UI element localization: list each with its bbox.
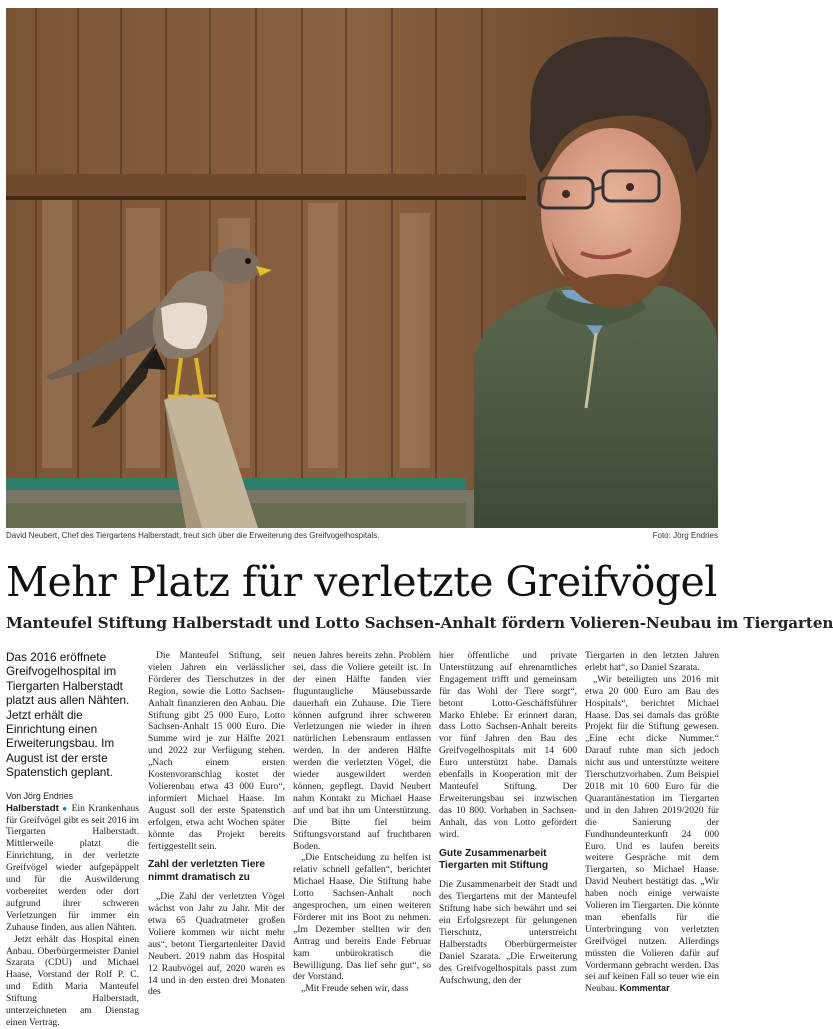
section-subhead: Gute Zusammenarbeit Tiergarten mit Stiftung [439, 847, 549, 871]
column-4 [439, 650, 577, 986]
article-headline: Mehr Platz für verletzte Greifvögel [6, 558, 717, 606]
article-subheadline: Manteufel Stiftung Halberstadt und Lotto Sachsen-Anhalt fördern Volieren-Neubau im Tiergarten [6, 614, 833, 632]
paragraph [6, 803, 139, 934]
bullet-dot-icon: ● [62, 803, 69, 813]
paragraph: neuen Jahres bereits zehn. Problem sei, dass die Voliere geteilt ist. In der einen Hälfte fanden vier fluguntaugliche Mäusebussarde dauerhaft ein Zuhause. Die Tiere können aufgrund ihrer schweren Verletzungen nie wieder in ihren natürlichen Lebensraum entlassen werden. In der anderen Hälfte werden die verletzten Vögel, die wieder ausgewildert werden können, gepflegt. David Neubert nahm Kontakt zu Michael Haase auf und bat ihn um Unterstützung. Die Bitte fiel beim Stiftungsvorstand auf fruchtbaren Boden. [293, 650, 431, 852]
caption-text: David Neubert, Chef des Tiergartens Halberstadt, freut sich über die Erweiterung des Greifvogelhospitals. [6, 531, 380, 540]
paragraph: hier öffentliche und private Unterstützung auf ehrenamtliches Engagement trifft und gemeinsam für das Wohl der Tiere sorgt“, betont Lotto-Geschäftsführer Marko Ehlebe. Er erinnert daran, dass Lotto Sachsen-Anhalt bereits vor fünf Jahren den Bau des Greifvogelhospitals mit 14 600 Euro unterstützt habe. Damals ebenfalls in Kooperation mit der Manteufel Stiftung. Der Erweiterungsbau sei inzwischen das 10 800. Vorhaben in Sachsen-Anhalt, das von Lotto gefördert wird. [439, 650, 577, 840]
paragraph: Die Manteufel Stiftung, seit vielen Jahren ein verlässlicher Förderer des Tierschutzes in der Region, sowie die Lotto Sachsen-Anhalt finanzieren den Anbau. Die Stiftung gibt 25 000 Euro, Lotto Sachsen-Anhalt 15 000 Euro. Die Summe wird je zur Hälfte 2021 und 2022 zur Verfügung stehen. „Nach einem ersten Kostenvoranschlag kostet der Volierenbau etwa 43 000 Euro“, informiert Michael Haase. Im August soll der erste Spatenstich erfolgen, etwa acht Wochen später könnte das Projekt bereits fertiggestellt sein. [148, 650, 285, 852]
column-1 [6, 650, 139, 1029]
paragraph: Die Zusammenarbeit der Stadt und des Tiergartens mit der Manteufel Stiftung habe sich bewährt und sei ein Erfolgsrezept für gelungenen Tierschutz, unterstreicht Halberstadts Oberbürgermeister Daniel Szarata. „Die Erweiterung des Greifvogelhospitals passt zum Aufschwung, den der [439, 879, 577, 986]
paragraph: Tiergarten in den letzten Jahren erlebt hat“, so Daniel Szarata. [585, 650, 719, 673]
paragraph: „Die Entscheidung zu helfen ist relativ schnell gefallen“, berichtet Michael Haase. Die Stiftung habe Lotto Sachsen-Anhalt noch angesprochen, um einen weiteren Förderer mit ins Boot zu nehmen. „Im Dezember stellten wir den Antrag und bereits Ende Februar kam unbürokratisch die Bewilligung. Das lief sehr gut“, so der Vorstand. [293, 852, 431, 983]
section-subhead: Zahl der verletzten Tiere nimmt dramatisch zu [148, 859, 266, 883]
column-2 [148, 650, 285, 998]
paragraph-text: Ein Krankenhaus für Greifvögel gibt es seit 2016 im Tiergarten Halberstadt. Mittlerweile platzt die Einrichtung, in der verletzte Greifvögel wieder aufgepäppelt und für die Auswilderung vorbereitet werden oder dort aufgrund ihrer schweren Verletzungen für immer ein Zuhause finden, aus allen Nähten. [6, 802, 139, 933]
photo-credit: Foto: Jörg Endries [652, 531, 718, 540]
dateline: Halberstadt [6, 802, 59, 814]
paragraph-text: „Wir beteiligten uns 2016 mit etwa 20 000 Euro am Bau des Hospitals“, berichtet Michael Haase. Das sei damals das größte Projekt für die Stiftung gewesen. „Eine echt dicke Nummer.“ Darauf ruhte man sich jedoch nicht aus und unterstützte weitere Tierschutzvorhaben. Zum Beispiel 2018 mit 10 600 Euro für die Quarantänestation im Tiergarten und in den Jahren 2019/2020 für die Sanierung der Fundhundeunterkunft 24 000 Euro. Und es laufen bereits weitere Gespräche mit dem Tiergarten, so Michael Haase. David Neubert bestätigt das. „Wir haben noch einige verwaiste Volieren im Tiergarten. Die könnte man ebenfalls für die Unterbringung von verletzten Greifvögel nutzen. Allerdings müssten die Volieren dafür auf Vordermann gebracht werden. Das sei auf keinen Fall so teuer wie ein Neubau. [585, 673, 719, 995]
photo-illustration [6, 8, 718, 528]
paragraph: „Die Zahl der verletzten Vögel wächst von Jahr zu Jahr. Mit der etwa 65 Quadratmeter großen Voliere kommen wir nicht mehr aus“, betont Tiergartenleiter David Neubert. 2019 nahm das Hospital 12 Raubvögel auf, 2020 waren es 14 und in den ersten drei Monaten des [148, 891, 285, 998]
byline: Von Jörg Endries [6, 790, 73, 801]
kommentar-link[interactable]: Kommentar [619, 983, 670, 994]
paragraph: Jetzt erhält das Hospital einen Anbau. Oberbürgermeister Daniel Szarata (CDU) und Michael Haase, Vorstand der Rolf P. C. und Edith Maria Manteufel Stiftung Halberstadt, unterzeichneten am Dienstag einen Vertrag. [6, 933, 139, 1028]
column-3 [293, 650, 431, 995]
paragraph [585, 674, 719, 995]
article-intro: Das 2016 eröffnete Greifvogelhospital im Tiergarten Halberstadt platzt aus allen Nähten. Jetzt erhält die Einrichtung einen Erweiterungsbau. Im August ist der erste Spatenstich geplant. [6, 650, 130, 780]
article-photo [6, 8, 718, 528]
paragraph: „Mit Freude sehen wir, dass [301, 983, 409, 995]
column-5 [585, 650, 719, 995]
